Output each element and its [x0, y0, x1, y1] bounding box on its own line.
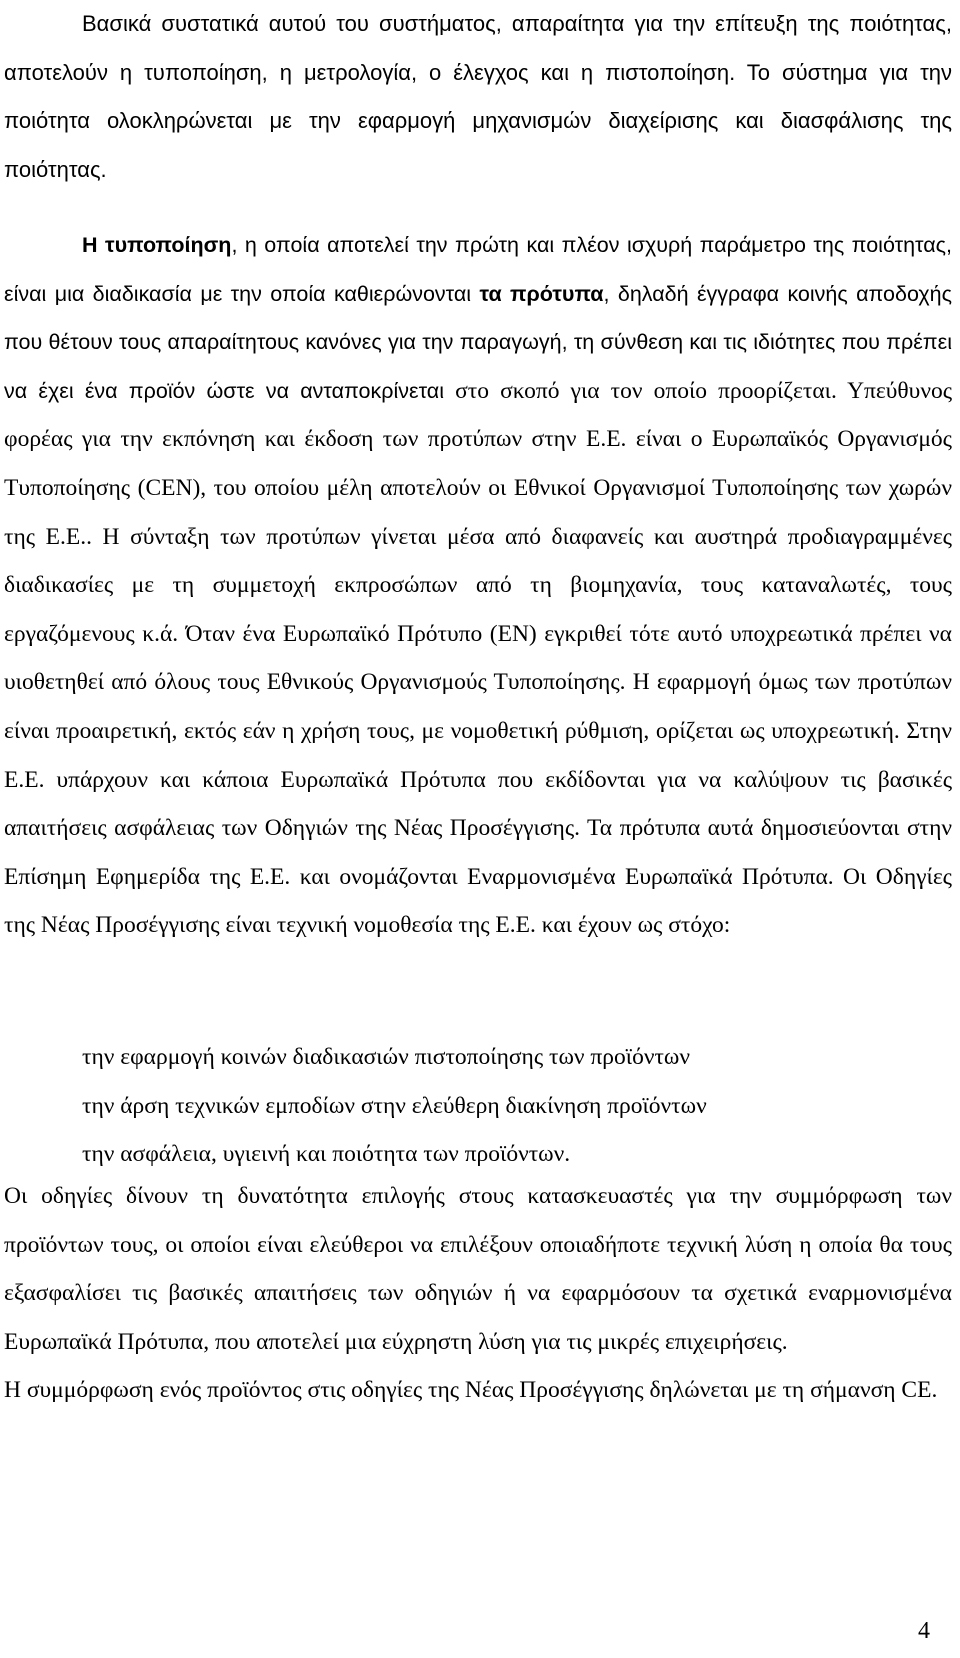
list-item: την εφαρμογή κοινών διαδικασιών πιστοποίησης των προϊόντων — [82, 1044, 691, 1070]
standardization-paragraph — [4, 221, 952, 950]
page-number: 4 — [918, 1618, 930, 1644]
standardization-text-part1: , η οποία αποτελεί την πρώτη και πλέον ισχυρή παράμετρο της ποιότητας, είναι μια διαδικασία με την οποία καθιερώνονται — [4, 233, 952, 306]
list-item: την άρση τεχνικών εμποδίων στην ελεύθερη διακίνηση προϊόντων — [82, 1092, 707, 1119]
term-standardization: Η τυποποίηση — [82, 233, 232, 257]
directives-paragraph: Οι οδηγίες δίνουν τη δυνατότητα επιλογής στους κατασκευαστές για την συμμόρφωση των προϊόντων τους, οι οποίοι είναι ελεύθεροι να επιλέξουν οποιαδήποτε τεχνική λύση η οποία θα τους εξασφαλίσει τις βασικές απαιτήσεις των οδηγιών ή να εφαρμόσουν τα σχετικά εναρμονισμένα Ευρωπαϊκά Πρότυπα, που αποτελεί μια εύχρηστη λύση για τις μικρές επιχειρήσεις. — [4, 1183, 952, 1355]
standardization-text-part3: στο σκοπό για τον οποίο προορίζεται. Υπεύθυνος φορέας για την εκπόνηση και έκδοση των προτύπων στην Ε.Ε. είναι ο Ευρωπαϊκός Οργανισμός Τυποποίησης (CEN), του οποίου μέλη αποτελούν οι Εθνικοί Οργανισμοί Τυποποίησης των χωρών της Ε.Ε.. Η σύνταξη των προτύπων γίνεται μέσα από διαφανείς και αυστηρά προδιαγραμμένες διαδικασίες με τη συμμετοχή εκπροσώπων από τη βιομηχανία, τους καταναλωτές, τους εργαζόμενους κ.ά. Όταν ένα Ευρωπαϊκό Πρότυπο (ΕΝ) εγκριθεί τότε αυτό υποχρεωτικά πρέπει να υιοθετηθεί από όλους τους Εθνικούς Οργανισμούς Τυποποίησης. Η εφαρμογή όμως των προτύπων είναι προαιρετική, εκτός εάν η χρήση τους, με νομοθετική ρύθμιση, ορίζεται ως υποχρεωτική. Στην Ε.Ε. υπάρχουν και κάποια Ευρωπαϊκά Πρότυπα που εκδίδονται για να καλύψουν τις βασικές απαιτήσεις ασφάλειας των Οδηγιών της Νέας Προσέγγισης. Τα πρότυπα αυτά δημοσιεύονται στην Επίσημη Εφημερίδα της Ε.Ε. και ονομάζονται Εναρμονισμένα Ευρωπαϊκά Πρότυπα. Οι Οδηγίες της Νέας Προσέγγισης είναι τεχνική νομοθεσία της Ε.Ε. και έχουν ως στόχο: — [4, 377, 953, 939]
new-approach-goals-list — [82, 1033, 952, 1179]
ce-marking-paragraph: Η συμμόρφωση ενός προϊόντος στις οδηγίες της Νέας Προσέγγισης δηλώνεται με τη σήμανση CE. — [4, 1377, 938, 1404]
intro-paragraph: Βασικά συστατικά αυτού του συστήματος, απαραίτητα για την επίτευξη της ποιότητας, αποτελούν η τυποποίηση, η μετρολογία, ο έλεγχος και η πιστοποίηση. Το σύστημα για την ποιότητα ολοκληρώνεται με την εφαρμογή μηχανισμών διαχείρισης και διασφάλισης της ποιότητας. — [4, 11, 952, 182]
closing-section — [4, 1172, 952, 1415]
standardization-text-part2: , δηλαδή έγγραφα κοινής αποδοχής που θέτουν τους απαραίτητους κανόνες για την παραγωγή, τη σύνθεση και τις ιδιότητες που πρέπει να έχει ένα προϊόν ώστε να ανταποκρίνεται — [4, 281, 952, 403]
term-standards: τα πρότυπα — [479, 281, 604, 306]
list-item: την ασφάλεια, υγιεινή και ποιότητα των προϊόντων. — [82, 1141, 571, 1168]
